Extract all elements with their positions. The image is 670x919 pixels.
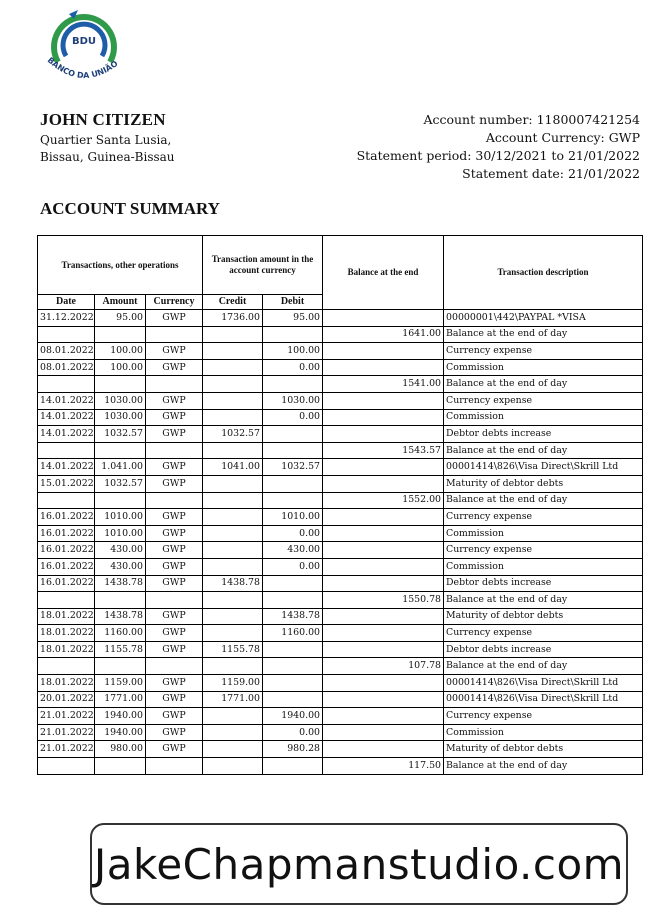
cell-amount: 1032.57 <box>95 475 146 492</box>
cell-credit <box>203 658 263 675</box>
cell-credit <box>203 525 263 542</box>
cell-amount <box>95 376 146 393</box>
table-row <box>38 310 643 327</box>
cell-description: Maturity of debtor debts <box>444 608 643 625</box>
cell-amount: 1438.78 <box>95 608 146 625</box>
cell-description: Maturity of debtor debts <box>444 475 643 492</box>
bank-logo <box>36 6 132 88</box>
cell-date: 15.01.2022 <box>38 475 95 492</box>
cell-date <box>38 592 95 609</box>
table-row <box>38 359 643 376</box>
cell-balance <box>323 575 444 592</box>
account-summary-title: ACCOUNT SUMMARY <box>40 199 220 218</box>
cell-description: 00001414\826\Visa Direct\Skrill Ltd <box>444 675 643 692</box>
cell-description: Commission <box>444 409 643 426</box>
cell-amount <box>95 442 146 459</box>
cell-debit: 1030.00 <box>263 392 323 409</box>
cell-currency: GWP <box>146 359 203 376</box>
cell-date: 16.01.2022 <box>38 525 95 542</box>
cell-credit: 1771.00 <box>203 691 263 708</box>
cell-date: 18.01.2022 <box>38 675 95 692</box>
table-row <box>38 724 643 741</box>
account-holder-block <box>40 110 175 164</box>
cell-date: 16.01.2022 <box>38 542 95 559</box>
cell-amount: 1010.00 <box>95 525 146 542</box>
cell-debit: 980.28 <box>263 741 323 758</box>
cell-date: 18.01.2022 <box>38 625 95 642</box>
cell-balance <box>323 608 444 625</box>
account-info-block <box>357 111 640 183</box>
table-row <box>38 741 643 758</box>
table-row <box>38 326 643 343</box>
logo-abbr: BDU <box>71 36 97 47</box>
cell-debit: 430.00 <box>263 542 323 559</box>
header-transactions: Transactions, other operations <box>38 236 203 295</box>
table-row <box>38 475 643 492</box>
cell-amount: 1032.57 <box>95 426 146 443</box>
cell-amount <box>95 658 146 675</box>
cell-date: 14.01.2022 <box>38 409 95 426</box>
cell-debit: 0.00 <box>263 558 323 575</box>
table-row <box>38 509 643 526</box>
cell-debit <box>263 475 323 492</box>
cell-balance <box>323 509 444 526</box>
cell-currency <box>146 758 203 775</box>
cell-credit <box>203 724 263 741</box>
table-row <box>38 691 643 708</box>
cell-date: 18.01.2022 <box>38 608 95 625</box>
logo-name: BANCO DA UNIÃO <box>45 55 120 81</box>
cell-description: Balance at the end of day <box>444 492 643 509</box>
cell-balance: 1552.00 <box>323 492 444 509</box>
cell-balance <box>323 691 444 708</box>
cell-debit <box>263 376 323 393</box>
cell-amount <box>95 592 146 609</box>
cell-date: 08.01.2022 <box>38 343 95 360</box>
cell-date <box>38 758 95 775</box>
cell-credit <box>203 592 263 609</box>
cell-description: Balance at the end of day <box>444 442 643 459</box>
cell-debit <box>263 641 323 658</box>
cell-balance <box>323 426 444 443</box>
transactions-table <box>37 235 643 775</box>
table-row <box>38 442 643 459</box>
cell-balance <box>323 542 444 559</box>
cell-currency: GWP <box>146 558 203 575</box>
cell-currency: GWP <box>146 459 203 476</box>
cell-credit <box>203 376 263 393</box>
table-row <box>38 592 643 609</box>
cell-date: 14.01.2022 <box>38 459 95 476</box>
cell-currency <box>146 658 203 675</box>
cell-balance <box>323 525 444 542</box>
cell-currency: GWP <box>146 525 203 542</box>
cell-credit <box>203 558 263 575</box>
header-description: Transaction description <box>444 236 643 310</box>
cell-amount: 1159.00 <box>95 675 146 692</box>
cell-balance <box>323 675 444 692</box>
cell-date: 16.01.2022 <box>38 558 95 575</box>
table-row <box>38 376 643 393</box>
cell-credit <box>203 509 263 526</box>
cell-date: 14.01.2022 <box>38 426 95 443</box>
col-date: Date <box>38 295 95 310</box>
holder-address-line2: Bissau, Guinea-Bissau <box>40 150 175 164</box>
cell-date <box>38 658 95 675</box>
cell-credit: 1438.78 <box>203 575 263 592</box>
cell-amount <box>95 492 146 509</box>
cell-amount: 95.00 <box>95 310 146 327</box>
cell-credit <box>203 359 263 376</box>
cell-description: Commission <box>444 525 643 542</box>
table-row <box>38 525 643 542</box>
cell-credit <box>203 708 263 725</box>
cell-currency: GWP <box>146 625 203 642</box>
cell-date <box>38 326 95 343</box>
cell-debit <box>263 658 323 675</box>
table-row <box>38 542 643 559</box>
cell-debit <box>263 758 323 775</box>
cell-amount: 1010.00 <box>95 509 146 526</box>
cell-balance <box>323 475 444 492</box>
cell-debit: 1160.00 <box>263 625 323 642</box>
account-currency: Account Currency: GWP <box>485 130 640 145</box>
table-row <box>38 675 643 692</box>
table-row <box>38 625 643 642</box>
cell-currency: GWP <box>146 542 203 559</box>
cell-currency: GWP <box>146 475 203 492</box>
cell-currency: GWP <box>146 310 203 327</box>
cell-amount: 430.00 <box>95 558 146 575</box>
cell-currency: GWP <box>146 343 203 360</box>
cell-date: 21.01.2022 <box>38 708 95 725</box>
cell-balance <box>323 641 444 658</box>
cell-currency <box>146 442 203 459</box>
cell-date: 21.01.2022 <box>38 741 95 758</box>
table-row <box>38 492 643 509</box>
cell-credit: 1159.00 <box>203 675 263 692</box>
statement-date: Statement date: 21/01/2022 <box>462 166 640 181</box>
cell-description: 00001414\826\Visa Direct\Skrill Ltd <box>444 691 643 708</box>
cell-amount: 1030.00 <box>95 392 146 409</box>
cell-description: Balance at the end of day <box>444 658 643 675</box>
cell-credit: 1041.00 <box>203 459 263 476</box>
col-currency: Currency <box>146 295 203 310</box>
cell-date: 21.01.2022 <box>38 724 95 741</box>
cell-currency <box>146 492 203 509</box>
cell-credit: 1032.57 <box>203 426 263 443</box>
cell-amount <box>95 758 146 775</box>
header-balance: Balance at the end <box>323 236 444 310</box>
cell-currency: GWP <box>146 509 203 526</box>
cell-description: 00000001\442\PAYPAL *VISA <box>444 310 643 327</box>
cell-balance <box>323 392 444 409</box>
cell-balance: 1543.57 <box>323 442 444 459</box>
cell-debit <box>263 592 323 609</box>
cell-description: Debtor debts increase <box>444 575 643 592</box>
cell-description: Commission <box>444 724 643 741</box>
cell-credit: 1155.78 <box>203 641 263 658</box>
cell-credit <box>203 392 263 409</box>
table-row <box>38 426 643 443</box>
cell-credit <box>203 542 263 559</box>
cell-debit <box>263 326 323 343</box>
cell-amount: 430.00 <box>95 542 146 559</box>
cell-description: 00001414\826\Visa Direct\Skrill Ltd <box>444 459 643 476</box>
cell-debit: 1940.00 <box>263 708 323 725</box>
statement-period: Statement period: 30/12/2021 to 21/01/2022 <box>356 148 640 163</box>
cell-description: Currency expense <box>444 392 643 409</box>
cell-amount: 1940.00 <box>95 724 146 741</box>
watermark-banner: JakeChapmanstudio.com <box>90 823 628 905</box>
table-row <box>38 392 643 409</box>
cell-amount: 1.041.00 <box>95 459 146 476</box>
holder-name: JOHN CITIZEN <box>40 110 166 129</box>
cell-amount: 100.00 <box>95 343 146 360</box>
cell-debit: 1032.57 <box>263 459 323 476</box>
cell-debit <box>263 575 323 592</box>
table-row <box>38 658 643 675</box>
cell-balance <box>323 558 444 575</box>
cell-balance <box>323 625 444 642</box>
cell-balance: 117.50 <box>323 758 444 775</box>
cell-date <box>38 376 95 393</box>
cell-balance: 1641.00 <box>323 326 444 343</box>
table-row <box>38 758 643 775</box>
cell-description: Currency expense <box>444 509 643 526</box>
cell-credit <box>203 758 263 775</box>
cell-currency: GWP <box>146 575 203 592</box>
cell-debit: 0.00 <box>263 724 323 741</box>
table-row <box>38 343 643 360</box>
cell-amount: 980.00 <box>95 741 146 758</box>
col-credit: Credit <box>203 295 263 310</box>
cell-currency <box>146 376 203 393</box>
cell-credit <box>203 625 263 642</box>
cell-date: 18.01.2022 <box>38 641 95 658</box>
holder-address-line1: Quartier Santa Lusia, <box>40 133 172 147</box>
cell-date <box>38 442 95 459</box>
cell-amount: 1940.00 <box>95 708 146 725</box>
cell-credit <box>203 608 263 625</box>
cell-debit: 100.00 <box>263 343 323 360</box>
cell-currency: GWP <box>146 608 203 625</box>
cell-currency: GWP <box>146 426 203 443</box>
table-row <box>38 409 643 426</box>
cell-currency: GWP <box>146 691 203 708</box>
cell-credit: 1736.00 <box>203 310 263 327</box>
cell-description: Balance at the end of day <box>444 758 643 775</box>
cell-debit: 0.00 <box>263 525 323 542</box>
cell-balance: 1550.78 <box>323 592 444 609</box>
header-amount-in-currency: Transaction amount in the account currency <box>203 236 323 295</box>
cell-currency: GWP <box>146 409 203 426</box>
cell-amount: 1030.00 <box>95 409 146 426</box>
cell-amount: 100.00 <box>95 359 146 376</box>
cell-debit: 0.00 <box>263 359 323 376</box>
cell-credit <box>203 492 263 509</box>
cell-amount: 1160.00 <box>95 625 146 642</box>
cell-credit <box>203 475 263 492</box>
cell-debit: 95.00 <box>263 310 323 327</box>
cell-currency: GWP <box>146 392 203 409</box>
cell-date: 14.01.2022 <box>38 392 95 409</box>
cell-debit <box>263 492 323 509</box>
cell-currency: GWP <box>146 641 203 658</box>
cell-description: Currency expense <box>444 708 643 725</box>
cell-currency <box>146 592 203 609</box>
cell-description: Currency expense <box>444 625 643 642</box>
account-number: Account number: 1180007421254 <box>423 112 640 127</box>
cell-credit <box>203 343 263 360</box>
cell-balance <box>323 708 444 725</box>
table-row <box>38 608 643 625</box>
cell-description: Maturity of debtor debts <box>444 741 643 758</box>
cell-description: Commission <box>444 558 643 575</box>
cell-balance <box>323 310 444 327</box>
cell-balance <box>323 741 444 758</box>
cell-balance <box>323 409 444 426</box>
cell-description: Commission <box>444 359 643 376</box>
cell-credit <box>203 741 263 758</box>
cell-credit <box>203 326 263 343</box>
cell-description: Balance at the end of day <box>444 376 643 393</box>
table-row <box>38 575 643 592</box>
cell-currency: GWP <box>146 741 203 758</box>
cell-date: 08.01.2022 <box>38 359 95 376</box>
cell-description: Debtor debts increase <box>444 426 643 443</box>
table-row <box>38 708 643 725</box>
cell-balance <box>323 359 444 376</box>
table-row <box>38 641 643 658</box>
cell-amount: 1155.78 <box>95 641 146 658</box>
cell-balance: 107.78 <box>323 658 444 675</box>
table-row <box>38 459 643 476</box>
cell-balance <box>323 343 444 360</box>
cell-date: 31.12.2022 <box>38 310 95 327</box>
cell-description: Currency expense <box>444 343 643 360</box>
cell-debit: 1438.78 <box>263 608 323 625</box>
cell-amount: 1438.78 <box>95 575 146 592</box>
cell-date: 16.01.2022 <box>38 509 95 526</box>
cell-balance <box>323 724 444 741</box>
cell-balance <box>323 459 444 476</box>
cell-credit <box>203 442 263 459</box>
cell-currency <box>146 326 203 343</box>
cell-date: 16.01.2022 <box>38 575 95 592</box>
table-row <box>38 558 643 575</box>
cell-date: 20.01.2022 <box>38 691 95 708</box>
cell-debit <box>263 426 323 443</box>
cell-description: Currency expense <box>444 542 643 559</box>
col-debit: Debit <box>263 295 323 310</box>
cell-debit <box>263 675 323 692</box>
cell-currency: GWP <box>146 675 203 692</box>
col-amount: Amount <box>95 295 146 310</box>
cell-amount <box>95 326 146 343</box>
cell-balance: 1541.00 <box>323 376 444 393</box>
cell-amount: 1771.00 <box>95 691 146 708</box>
cell-debit: 0.00 <box>263 409 323 426</box>
cell-currency: GWP <box>146 708 203 725</box>
cell-debit <box>263 442 323 459</box>
cell-description: Balance at the end of day <box>444 592 643 609</box>
cell-debit: 1010.00 <box>263 509 323 526</box>
cell-description: Balance at the end of day <box>444 326 643 343</box>
cell-description: Debtor debts increase <box>444 641 643 658</box>
cell-currency: GWP <box>146 724 203 741</box>
cell-credit <box>203 409 263 426</box>
cell-date <box>38 492 95 509</box>
cell-debit <box>263 691 323 708</box>
